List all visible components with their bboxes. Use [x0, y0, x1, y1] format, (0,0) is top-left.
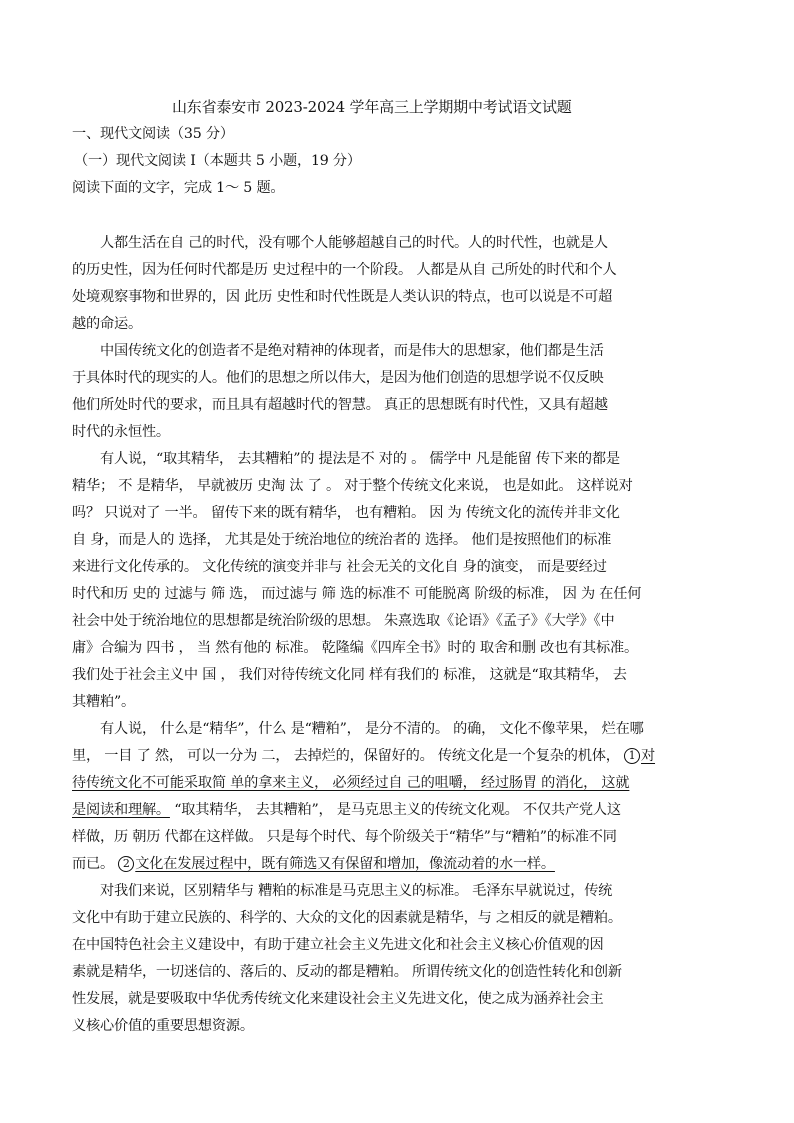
paragraph-line: 吗？ 只说对了 一半。 留传下来的既有精华， 也有糟粕。 因 为 传统文化的流传并非文化: [72, 505, 620, 521]
paragraph-line: [72, 746, 655, 766]
paragraph-line: 我们处于社会主义中 国 ， 我们对待传统文化同 样有我们的 标准， 这就是“取其精华， 去: [72, 667, 627, 683]
paragraph-line: 精华； 不 是精华， 早就被历 史淘 汰 了 。 对于整个传统文化来说， 也是如此。 这样说对: [72, 478, 633, 494]
paragraph-line: 对我们来说，区别精华与 糟粕的标准是马克思主义的标准。 毛泽东早就说过，传统: [100, 883, 613, 899]
paragraph-line: [72, 800, 621, 820]
paragraph-line: 时代的永恒性。: [72, 424, 170, 440]
underlined-sentence-1-start: 对: [641, 748, 656, 764]
document-title: 山东省泰安市 2023-2024 学年高三上学期期中考试语文试题: [172, 98, 572, 116]
paragraph-line: 越的命运。: [72, 316, 142, 332]
paragraph-line: 处境观察事物和世界的，因 此历 史性和时代性既是人类认识的特点，也可以说是不可超: [72, 289, 613, 305]
reading-instruction: 阅读下面的文字，完成 1～ 5 题。: [72, 180, 285, 196]
section-heading: 一、现代文阅读（35 分）: [72, 126, 234, 142]
subsection-heading: （一）现代文阅读 I（本题共 5 小题，19 分）: [74, 153, 361, 169]
paragraph-line: 其糟粕”。: [72, 694, 136, 710]
line-text: 里， 一目 了 然， 可以一分为 二， 去掉烂的，保留好的。 传统文化是一个复杂的机体，: [72, 748, 625, 764]
paragraph-line: 有人说，“取其精华， 去其糟粕”的 提法是不 对的 。 儒学中 凡是能留 传下来的都是: [100, 451, 620, 467]
line-text: 而已。: [72, 856, 119, 872]
paragraph-line: 义核心价值的重要思想资源。: [72, 1018, 254, 1034]
paragraph-line: 他们所处时代的要求，而且具有超越时代的智慧。 真正的思想既有时代性，又具有超越: [72, 397, 608, 413]
annotation-marker-1: 1: [624, 748, 640, 764]
paragraph-line: 的历史性，因为任何时代都是历 史过程中的一个阶段。 人都是从自 己所处的时代和个人: [72, 262, 617, 278]
underlined-sentence-2: 文化在发展过程中，既有筛选又有保留和增加，像流动着的水一样。: [135, 856, 555, 872]
paragraph-line: 自 身，而是人的 选择， 尤其是处于统治地位的统治者的 选择。 他们是按照他们的标准: [72, 532, 612, 548]
paragraph-line: 时代和历 史的 过滤与 筛 选， 而过滤与 筛 选的标准不 可能脱离 阶级的标准， 因 为 在任何: [72, 586, 642, 602]
paragraph-line: 性发展，就是要吸取中华优秀传统文化来建设社会主义先进文化，使之成为涵养社会主: [72, 991, 604, 1007]
paragraph-line: 样做，历 朝历 代都在这样做。 只是每个时代、每个阶级关于“精华”与“糟粕”的标准不同: [72, 829, 617, 845]
paragraph-line: 素就是精华，一切迷信的、落后的、反动的都是糟粕。 所谓传统文化的创造性转化和创新: [72, 964, 622, 980]
line-text: “取其精华， 去其糟粕”， 是马克思主义的传统文化观。 不仅共产党人这: [169, 802, 621, 818]
paragraph-line: 中国传统文化的创造者不是绝对精神的体现者，而是伟大的思想家，他们都是生活: [100, 343, 604, 359]
annotation-marker-2: 2: [118, 856, 134, 872]
paragraph-line: 来进行文化传承的。 文化传统的演变并非与 社会无关的文化自 身的演变， 而是要经过: [72, 559, 607, 575]
paragraph-line: 于具体时代的现实的人。他们的思想之所以伟大，是因为他们创造的思想学说不仅反映: [72, 370, 604, 386]
underlined-sentence-1-line: 待传统文化不可能采取简 单的拿来主义， 必须经过自 己的咀嚼， 经过肠胃 的消化， 这就: [72, 775, 630, 791]
paragraph-line: 人都生活在自 己的时代，没有哪个人能够超越自己的时代。人的时代性，也就是人: [100, 235, 608, 251]
underlined-sentence-1-end: 是阅读和理解。: [72, 802, 170, 818]
paragraph-line: 社会中处于统治地位的思想都是统治阶级的思想。 朱熹选取《论语》《孟子》《大学》《中: [72, 613, 615, 629]
paragraph-line: 有人说， 什么是“精华”，什么 是“糟粕”， 是分不清的。 的确， 文化不像苹果， 烂在哪: [100, 721, 644, 737]
paragraph-line: 庸》合编为 四书 ， 当 然有他的 标准。 乾隆编《四库全书》时的 取舍和删 改也有其标准。: [72, 640, 639, 656]
paragraph-line: 文化中有助于建立民族的、科学的、大众的文化的因素就是精华，与 之相反的就是糟粕。: [72, 910, 622, 926]
paragraph-line: 在中国特色社会主义建设中，有助于建立社会主义先进文化和社会主义核心价值观的因: [72, 937, 604, 953]
paragraph-line: [72, 854, 555, 874]
